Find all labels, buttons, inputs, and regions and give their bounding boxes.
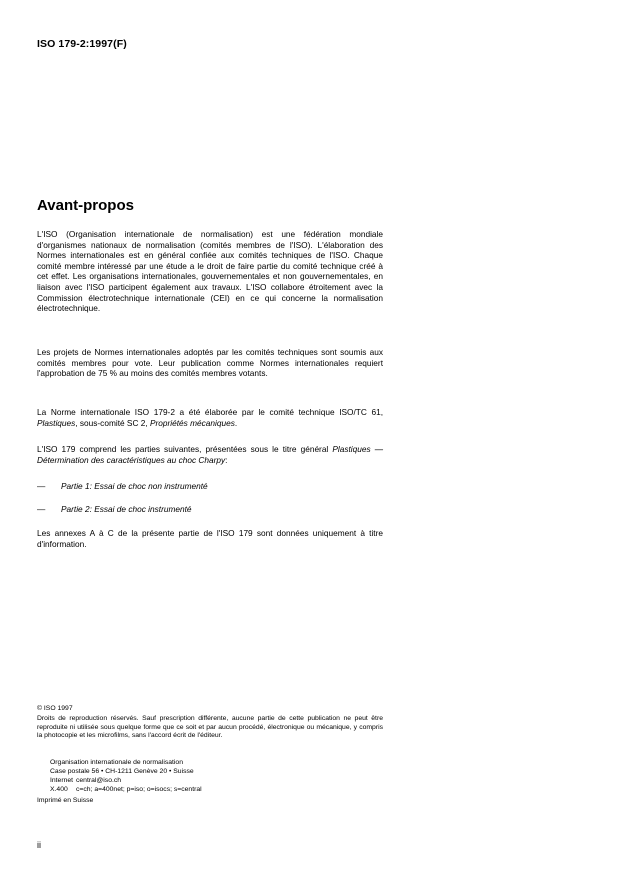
x400-value: c=ch; a=400net; p=iso; o=isocs; s=central: [76, 786, 202, 793]
dash-bullet: —: [37, 504, 46, 514]
internet-label: Internet: [50, 777, 74, 784]
parts-general-title: Plastiques — Détermination des caractéristiques au choc Charpy: [37, 444, 383, 465]
committee-text-e: .: [234, 417, 238, 428]
printed-notice: Imprimé en Suisse: [37, 797, 94, 804]
parts-intro-colon: :: [225, 454, 228, 465]
list-item-text: Partie 2: Essai de choc instrumenté: [61, 504, 192, 514]
committee-text-a: La Norme internationale ISO 179-2 a été élaborée par le comité technique ISO/TC 61,: [37, 407, 383, 417]
paragraph-publication: Les projets de Normes internationales adoptés par les comités techniques sont soumis aux comités membres pour vote. Leur publication comme Normes internationales requiert l'approbation de 75 % au moins des comités membres votants.: [37, 347, 383, 379]
internet-value: central@iso.ch: [76, 777, 122, 784]
parts-intro-text: L'ISO 179 comprend les parties suivantes, présentées sous le titre général: [37, 444, 333, 454]
paragraph-iso-intro: L'ISO (Organisation internationale de normalisation) est une fédération mondiale d'organismes nationaux de normalisation (comités membres de l'ISO). L'élaboration des Normes internationales est en général confiée aux comités techniques de l'ISO. Chaque comité membre intéressé par une étude a le droit de faire partie du comité technique créé à cet effet. Les organisations internationales, gouvernementales et non gouvernementales, en liaison avec l'ISO participent également aux travaux. L'ISO collabore étroitement avec la Commission électrotechnique internationale (CEI) en ce qui concerne la normalisation électrotechnique.: [37, 229, 383, 314]
x400-label: X.400: [50, 786, 68, 793]
copyright-notice: © ISO 1997: [37, 705, 73, 712]
list-item: [37, 481, 383, 492]
paragraph-annexes: Les annexes A à C de la présente partie de l'ISO 179 sont données uniquement à titre d'information.: [37, 528, 383, 549]
rights-notice: Droits de reproduction réservés. Sauf prescription différente, aucune partie de cette publication ne peut être reproduite ni utilisée sous quelque forme que ce soit et par aucun procédé, électronique ou mécanique, y compris la photocopie et les microfilms, sans l'accord écrit de l'éditeur.: [37, 715, 383, 740]
org-name: Organisation internationale de normalisation: [50, 759, 183, 766]
x400-line: [50, 786, 202, 795]
document-id: ISO 179-2:1997(F): [37, 38, 127, 50]
committee-text-c: , sous-comité SC 2,: [75, 417, 150, 428]
paragraph-committee: [37, 407, 383, 428]
paragraph-parts-intro: [37, 444, 383, 465]
internet-line: [50, 777, 121, 786]
section-title: Avant-propos: [37, 197, 134, 214]
dash-bullet: —: [37, 481, 46, 491]
committee-plastiques: Plastiques: [37, 417, 76, 428]
list-item-text: Partie 1: Essai de choc non instrumenté: [61, 481, 208, 491]
postal-address: Case postale 56 • CH-1211 Genève 20 • Suisse: [50, 768, 194, 775]
committee-subcommittee-name: Propriétés mécaniques: [149, 417, 235, 428]
page-number: ii: [37, 840, 41, 850]
list-item: [37, 504, 383, 515]
